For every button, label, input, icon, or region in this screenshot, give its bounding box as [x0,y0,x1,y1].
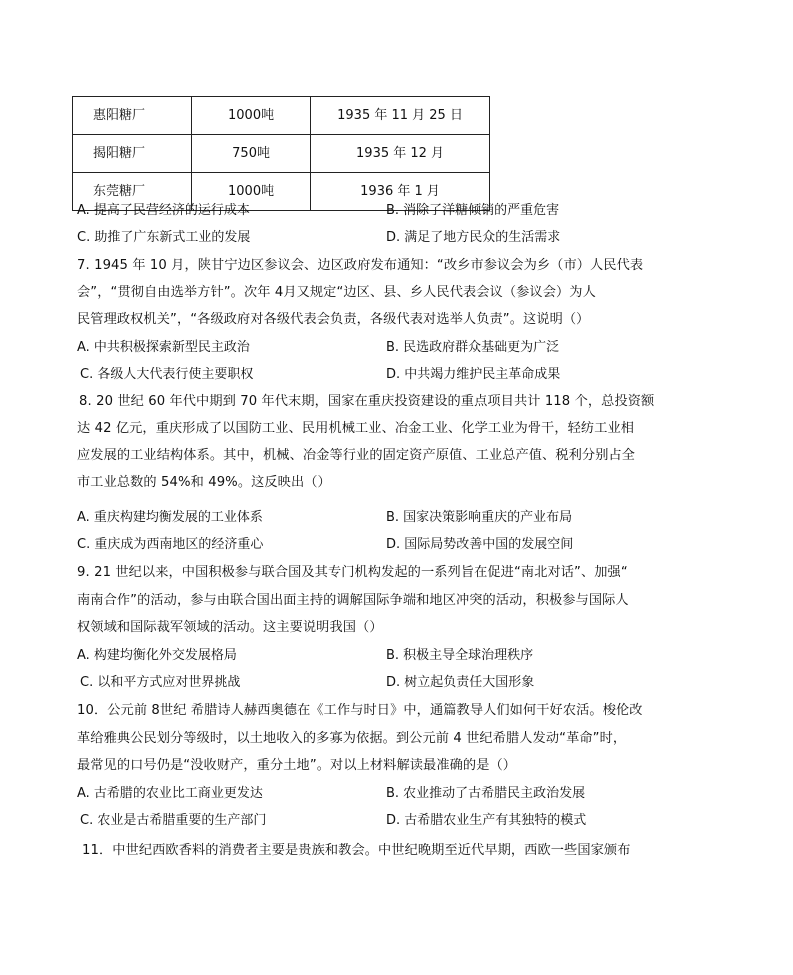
table-row [73,135,490,173]
q8-option-c: C. 重庆成为西南地区的经济重心 [77,537,264,552]
table-cell: 东莞糖厂 [73,173,192,211]
q8-stem-line: 8. 20 世纪 60 年代中期到 70 年代末期，国家在重庆投资建设的重点项目共计 118 个，总投资额 [79,394,655,409]
table-cell: 750吨 [192,135,311,173]
q9-option-a: A. 构建均衡化外交发展格局 [77,648,237,663]
q7-option-a: A. 中共积极探索新型民主政治 [77,340,250,355]
q10-stem-line: 最常见的口号仍是“没收财产，重分土地”。对以上材料解读最准确的是（） [77,758,517,773]
table-cell: 1935 年 12 月 [311,135,490,173]
q8-option-a: A. 重庆构建均衡发展的工业体系 [77,510,263,525]
q6-option-b: B. 消除了洋糖倾销的严重危害 [386,203,560,218]
q6-option-c: C. 助推了广东新式工业的发展 [77,230,251,245]
table-cell: 1000吨 [192,97,311,135]
q11-stem-line: 11．中世纪西欧香料的消费者主要是贵族和教会。中世纪晚期至近代早期，西欧一些国家颁布 [82,843,631,858]
q6-option-d: D. 满足了地方民众的生活需求 [386,230,561,245]
q7-option-c: C. 各级人大代表行使主要职权 [80,367,254,382]
q8-stem-line: 达 42 亿元，重庆形成了以国防工业、民用机械工业、冶金工业、化学工业为骨干，轻纺工业相 [77,421,635,436]
q10-option-c: C. 农业是古希腊重要的生产部门 [80,813,267,828]
q10-option-d: D. 古希腊农业生产有其独特的模式 [386,813,587,828]
q9-option-d: D. 树立起负责任大国形象 [386,675,535,690]
table-cell: 1936 年 1 月 [311,173,490,211]
q7-option-b: B. 民选政府群众基础更为广泛 [386,340,560,355]
q7-option-d: D. 中共竭力维护民主革命成果 [386,367,561,382]
q8-stem-line: 市工业总数的 54%和 49%。这反映出（） [77,475,331,490]
q8-option-d: D. 国际局势改善中国的发展空间 [386,537,574,552]
q9-stem-line: 权领域和国际裁军领域的活动。这主要说明我国（） [77,620,383,635]
sugar-factory-table [72,96,490,211]
q10-stem-line: 革给雅典公民划分等级时，以土地收入的多寡为依据。到公元前 4 世纪希腊人发动“革命”时， [77,731,627,746]
table-cell: 惠阳糖厂 [73,97,192,135]
table-cell: 1935 年 11 月 25 日 [311,97,490,135]
q10-stem-line: 10．公元前 8世纪 希腊诗人赫西奥德在《工作与时日》中，通篇教导人们如何干好农活。梭伦改 [77,703,643,718]
q7-stem-line: 民管理政权机关”，“各级政府对各级代表会负责，各级代表对选举人负责”。这说明（） [77,312,590,327]
q10-option-b: B. 农业推动了古希腊民主政治发展 [386,786,586,801]
table-cell: 揭阳糖厂 [73,135,192,173]
q6-option-a: A. 提高了民营经济的运行成本 [77,203,250,218]
q10-option-a: A. 古希腊的农业比工商业更发达 [77,786,263,801]
q8-stem-line: 应发展的工业结构体系。其中，机械、冶金等行业的固定资产原值、工业总产值、税利分别占全 [77,448,636,463]
table-row [73,97,490,135]
q9-stem-line: 南南合作”的活动，参与由联合国出面主持的调解国际争端和地区冲突的活动，积极参与国际人 [77,593,629,608]
q9-option-c: C. 以和平方式应对世界挑战 [80,675,241,690]
q7-stem-line: 会”，“贯彻自由选举方针”。次年 4月又规定“边区、县、乡人民代表会议（参议会）为人 [77,285,596,300]
q7-stem-line: 7. 1945 年 10 月，陕甘宁边区参议会、边区政府发布通知：“改乡市参议会为乡（市）人民代表 [77,258,644,273]
table-cell: 1000吨 [192,173,311,211]
q8-option-b: B. 国家决策影响重庆的产业布局 [386,510,573,525]
q9-stem-line: 9. 21 世纪以来，中国积极参与联合国及其专门机构发起的一系列旨在促进“南北对话”、加强“ [77,565,628,580]
q9-option-b: B. 积极主导全球治理秩序 [386,648,534,663]
